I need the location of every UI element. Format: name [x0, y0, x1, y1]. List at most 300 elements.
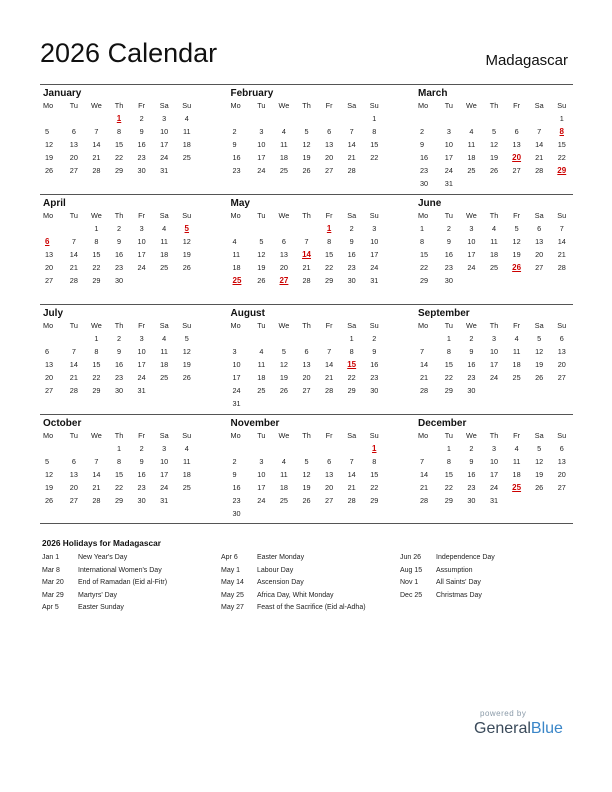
- weekday-label: Th: [489, 431, 499, 440]
- calendar-day: 16: [420, 153, 429, 162]
- calendar-day: 24: [444, 166, 453, 175]
- empty-day: [153, 384, 176, 397]
- calendar-day: 13: [512, 140, 521, 149]
- calendar-day: 6: [281, 237, 286, 246]
- holiday-date: Mar 20: [42, 579, 64, 587]
- calendar-day: 18: [160, 250, 169, 259]
- holiday-entry: [42, 577, 221, 590]
- calendar-day: 30: [467, 386, 476, 395]
- empty-day: [250, 397, 273, 410]
- empty-day: [295, 507, 318, 520]
- week-row: [40, 455, 198, 468]
- calendar-day: 27: [45, 276, 54, 285]
- month-name: April: [43, 198, 66, 209]
- calendar-day: 23: [114, 373, 124, 382]
- weekday-label: Fr: [513, 211, 521, 220]
- calendar-day: 9: [116, 237, 122, 246]
- quarter-row: [40, 84, 573, 194]
- calendar-day: 19: [489, 153, 499, 162]
- calendar-day: 29: [92, 386, 101, 395]
- week-row: [415, 125, 573, 138]
- weekday-label: Sa: [159, 101, 169, 110]
- weekday-label: Su: [557, 211, 567, 220]
- empty-day: [415, 332, 438, 345]
- calendar-day: 15: [370, 140, 379, 149]
- empty-day: [318, 442, 341, 455]
- empty-day: [175, 494, 198, 507]
- calendar-day: 11: [182, 127, 191, 136]
- holiday-column: [400, 552, 579, 615]
- calendar-day: 18: [279, 153, 288, 162]
- empty-day: [483, 177, 506, 190]
- calendar-day: 12: [302, 140, 311, 149]
- holidays-title: 2026 Holidays for Madagascar: [42, 538, 161, 548]
- calendar-day: 14: [92, 140, 101, 149]
- calendar-day: 11: [160, 347, 168, 356]
- calendar-day: 28: [420, 496, 429, 505]
- calendar-day: 5: [514, 224, 519, 233]
- calendar-day: 31: [489, 496, 499, 505]
- empty-day: [250, 222, 273, 235]
- calendar-day: 7: [94, 127, 99, 136]
- calendar-day: 27: [45, 386, 54, 395]
- calendar-day: 11: [280, 140, 288, 149]
- calendar-day: 20: [302, 373, 311, 382]
- calendar-day: 20: [325, 483, 334, 492]
- calendar-day: 22: [444, 373, 453, 382]
- calendar-day: 21: [420, 373, 429, 382]
- calendar-day: 30: [232, 509, 241, 518]
- calendar-day: 2: [116, 224, 122, 233]
- holiday-date: Jan 1: [42, 554, 60, 561]
- weekday-header: [415, 99, 573, 112]
- calendar-day: 18: [489, 250, 499, 259]
- calendar-day: 30: [347, 276, 356, 285]
- empty-day: [505, 112, 528, 125]
- calendar-day: 4: [491, 224, 497, 233]
- weekday-header: [228, 209, 386, 222]
- calendar-day: 19: [302, 483, 311, 492]
- calendar-day: 11: [467, 140, 476, 149]
- week-row: [228, 494, 386, 507]
- calendar-day: 31: [444, 179, 453, 188]
- calendar-day: 8: [420, 237, 425, 246]
- weekday-label: Th: [302, 101, 311, 110]
- calendar-day: 7: [420, 347, 425, 356]
- calendar-day: 13: [325, 140, 334, 149]
- calendar-day: 12: [512, 237, 521, 246]
- calendar-day: 20: [557, 360, 566, 369]
- weekday-label: Mo: [230, 321, 241, 330]
- calendar-day: 12: [535, 457, 544, 466]
- holiday-entry: [400, 565, 579, 578]
- calendar-day: 15: [114, 470, 124, 479]
- holiday-date: Dec 25: [400, 591, 423, 599]
- week-row: [40, 332, 198, 345]
- week-row: [415, 248, 573, 261]
- holiday-entry: [400, 590, 579, 603]
- calendar-day: 7: [327, 347, 332, 356]
- calendar-day: 16: [347, 250, 356, 259]
- calendar-day: 19: [535, 360, 544, 369]
- holiday-name: Labour Day: [257, 566, 294, 574]
- calendar-day: 5: [304, 127, 309, 136]
- weekday-label: Fr: [513, 321, 521, 330]
- empty-day: [363, 507, 386, 520]
- calendar-day: 13: [535, 237, 544, 246]
- week-row: [415, 151, 573, 164]
- calendar-day: 30: [137, 496, 146, 505]
- calendar-day: 23: [114, 263, 124, 272]
- calendar-day: 1: [94, 334, 99, 343]
- weekday-header: [40, 319, 198, 332]
- calendar-day: 19: [182, 250, 191, 259]
- calendar-day: 13: [69, 140, 78, 149]
- weekday-label: Fr: [513, 101, 521, 110]
- calendar-day: 4: [184, 444, 189, 453]
- weekday-header: [40, 99, 198, 112]
- week-row: [228, 481, 386, 494]
- calendar-day: 16: [137, 140, 146, 149]
- calendar-day: 27: [512, 166, 521, 175]
- calendar-day: 18: [467, 153, 476, 162]
- calendar-day: 9: [372, 347, 377, 356]
- empty-day: [550, 274, 573, 287]
- empty-day: [273, 332, 296, 345]
- weekday-label: Su: [369, 431, 379, 440]
- calendar-day: 26: [535, 483, 544, 492]
- calendar-day: 21: [420, 483, 429, 492]
- calendar-day: 8: [116, 457, 122, 466]
- calendar-day: 21: [69, 263, 78, 272]
- calendar-day: 28: [347, 496, 356, 505]
- calendar-day: 12: [45, 470, 54, 479]
- calendar-day: 15: [114, 140, 124, 149]
- calendar-day: 3: [491, 444, 497, 453]
- calendar-day: 18: [182, 470, 191, 479]
- calendar-day: 14: [69, 360, 78, 369]
- empty-day: [250, 112, 273, 125]
- week-row: [40, 261, 198, 274]
- calendar-day: 21: [302, 263, 311, 272]
- calendar-day: 24: [232, 386, 241, 395]
- empty-day: [40, 112, 63, 125]
- calendar-day: 24: [489, 373, 499, 382]
- holiday-entry: [221, 577, 400, 590]
- calendar-day: 29: [92, 276, 101, 285]
- weekday-label: Tu: [444, 431, 453, 440]
- empty-day: [295, 442, 318, 455]
- calendar-day: 21: [557, 250, 566, 259]
- holiday-entry: [221, 602, 400, 615]
- holiday-entry: [42, 565, 221, 578]
- calendar-day: 6: [559, 334, 564, 343]
- calendar-day: 22: [370, 483, 379, 492]
- calendar-day: 12: [535, 347, 544, 356]
- calendar-day: 29: [347, 386, 356, 395]
- calendar-day: 20: [45, 263, 54, 272]
- calendar-day: 9: [232, 470, 237, 479]
- calendar-day: 3: [162, 444, 167, 453]
- calendar-day: 20: [279, 263, 288, 272]
- calendar-day: 28: [347, 166, 356, 175]
- calendar-day: 31: [160, 166, 169, 175]
- weekday-label: Mo: [43, 211, 54, 220]
- holiday-day: 1: [326, 224, 332, 233]
- calendar-day: 8: [446, 347, 451, 356]
- calendar-day: 3: [139, 334, 144, 343]
- calendar-day: 15: [444, 360, 453, 369]
- week-row: [415, 455, 573, 468]
- calendar-day: 25: [489, 263, 499, 272]
- weekday-label: We: [278, 431, 290, 440]
- calendar-day: 25: [279, 166, 288, 175]
- calendar-day: 3: [491, 334, 497, 343]
- empty-day: [228, 112, 251, 125]
- calendar-day: 29: [420, 276, 429, 285]
- week-row: [40, 442, 198, 455]
- calendar-day: 10: [489, 347, 499, 356]
- calendar-day: 10: [467, 237, 476, 246]
- week-row: [415, 164, 573, 177]
- calendar-day: 5: [281, 347, 286, 356]
- week-row: [415, 274, 573, 287]
- weekday-label: Sa: [347, 431, 357, 440]
- calendar-day: 26: [279, 386, 288, 395]
- empty-day: [273, 397, 296, 410]
- empty-day: [63, 112, 86, 125]
- calendar-day: 7: [94, 457, 99, 466]
- week-row: [228, 358, 386, 371]
- weekday-label: Sa: [347, 211, 357, 220]
- week-row: [228, 507, 386, 520]
- calendar-day: 8: [94, 237, 99, 246]
- generalblue-logo[interactable]: [474, 720, 563, 738]
- weekday-label: Mo: [230, 211, 241, 220]
- calendar-day: 9: [349, 237, 354, 246]
- week-row: [415, 261, 573, 274]
- calendar-day: 2: [139, 444, 144, 453]
- holiday-entry: [400, 552, 579, 565]
- calendar-day: 9: [139, 127, 144, 136]
- empty-day: [460, 274, 483, 287]
- brand-part-2: Blue: [530, 720, 563, 737]
- calendar-day: 28: [302, 276, 311, 285]
- calendar-day: 22: [370, 153, 379, 162]
- holiday-name: Christmas Day: [436, 591, 482, 599]
- week-row: [228, 332, 386, 345]
- calendar-day: 28: [535, 166, 544, 175]
- calendar-day: 3: [372, 224, 377, 233]
- calendar-day: 1: [372, 114, 377, 123]
- empty-day: [528, 384, 551, 397]
- weekday-label: Tu: [69, 431, 78, 440]
- empty-day: [318, 112, 341, 125]
- calendar-day: 11: [257, 360, 266, 369]
- empty-day: [528, 494, 551, 507]
- weekday-header: [228, 99, 386, 112]
- weekday-label: Tu: [257, 211, 266, 220]
- calendar-day: 29: [370, 496, 379, 505]
- calendar-day: 2: [446, 224, 451, 233]
- week-row: [415, 177, 573, 190]
- week-row: [228, 248, 386, 261]
- weekday-label: Th: [302, 431, 311, 440]
- calendar-day: 30: [420, 179, 429, 188]
- calendar-day: 15: [370, 470, 379, 479]
- weekday-label: We: [466, 321, 477, 330]
- weekday-label: Su: [369, 321, 379, 330]
- weekday-label: Fr: [325, 211, 333, 220]
- calendar-day: 10: [257, 140, 266, 149]
- brand-part-1: General: [474, 720, 531, 737]
- week-row: [40, 222, 198, 235]
- month-september: [415, 305, 573, 414]
- calendar-day: 2: [116, 334, 122, 343]
- empty-day: [250, 332, 273, 345]
- calendar-day: 12: [279, 360, 288, 369]
- calendar-day: 30: [114, 386, 124, 395]
- week-row: [415, 494, 573, 507]
- calendar-day: 14: [535, 140, 544, 149]
- holiday-entry: [221, 552, 400, 565]
- holiday-date: Apr 5: [42, 604, 59, 612]
- empty-day: [340, 507, 363, 520]
- weekday-label: Tu: [69, 321, 78, 330]
- weekday-label: Mo: [418, 321, 429, 330]
- calendar-day: 2: [232, 457, 237, 466]
- calendar-day: 10: [489, 457, 499, 466]
- empty-day: [295, 222, 318, 235]
- holiday-name: New Year's Day: [78, 554, 128, 561]
- calendar-day: 13: [279, 250, 288, 259]
- calendar-day: 19: [257, 263, 266, 272]
- calendar-day: 13: [557, 347, 566, 356]
- week-row: [228, 261, 386, 274]
- quarter-row: [40, 304, 573, 414]
- calendar-day: 3: [259, 457, 264, 466]
- calendar-day: 7: [420, 457, 425, 466]
- week-row: [415, 112, 573, 125]
- calendar-day: 13: [45, 360, 54, 369]
- calendar-day: 20: [325, 153, 334, 162]
- calendar-day: 10: [160, 457, 169, 466]
- calendar-day: 17: [257, 483, 266, 492]
- calendar-day: 23: [444, 263, 453, 272]
- weekday-label: Sa: [159, 321, 169, 330]
- calendar-day: 7: [71, 237, 76, 246]
- calendar-day: 27: [557, 373, 566, 382]
- holiday-day: 20: [512, 153, 522, 162]
- calendar-day: 14: [420, 360, 429, 369]
- calendar-day: 16: [232, 153, 241, 162]
- calendar-day: 27: [325, 166, 334, 175]
- month-july: [40, 305, 198, 414]
- calendar-day: 10: [370, 237, 379, 246]
- holiday-day: 25: [512, 483, 522, 492]
- calendar-day: 8: [372, 457, 377, 466]
- calendar-day: 12: [489, 140, 499, 149]
- empty-day: [295, 332, 318, 345]
- calendar-day: 21: [347, 483, 356, 492]
- calendar-day: 5: [45, 127, 50, 136]
- holiday-name: International Women's Day: [78, 566, 162, 574]
- calendar-day: 29: [114, 496, 124, 505]
- calendar-day: 27: [325, 496, 334, 505]
- calendar-day: 1: [116, 444, 122, 453]
- weekday-label: We: [91, 101, 102, 110]
- empty-day: [318, 332, 341, 345]
- holiday-day: 1: [116, 114, 122, 123]
- empty-day: [483, 384, 506, 397]
- calendar-day: 12: [182, 347, 191, 356]
- weekday-header: [415, 319, 573, 332]
- calendar-day: 12: [257, 250, 266, 259]
- weekday-header: [415, 429, 573, 442]
- weekday-label: We: [466, 101, 477, 110]
- calendar-day: 24: [370, 263, 379, 272]
- week-row: [415, 371, 573, 384]
- calendar-day: 4: [259, 347, 264, 356]
- holiday-day: 26: [512, 263, 522, 272]
- month-april: [40, 195, 198, 304]
- calendar-day: 7: [537, 127, 542, 136]
- week-row: [40, 248, 198, 261]
- month-february: [228, 85, 386, 194]
- calendar-day: 16: [444, 250, 453, 259]
- calendar-day: 10: [160, 127, 169, 136]
- month-name: September: [418, 308, 470, 319]
- calendar-day: 17: [489, 470, 499, 479]
- calendar-day: 11: [512, 457, 521, 466]
- calendar-day: 3: [469, 224, 474, 233]
- week-row: [228, 151, 386, 164]
- month-name: August: [230, 308, 265, 319]
- weekday-label: Fr: [513, 431, 521, 440]
- week-row: [228, 274, 386, 287]
- calendar-day: 27: [69, 496, 78, 505]
- week-row: [40, 494, 198, 507]
- calendar-day: 31: [232, 399, 241, 408]
- week-row: [228, 468, 386, 481]
- calendar-day: 24: [160, 153, 169, 162]
- calendar-day: 5: [537, 444, 542, 453]
- week-row: [40, 125, 198, 138]
- week-row: [40, 481, 198, 494]
- holiday-entry: [221, 565, 400, 578]
- calendar-day: 25: [160, 263, 169, 272]
- month-name: October: [43, 418, 82, 429]
- calendar-day: 6: [537, 224, 542, 233]
- weekday-label: Tu: [257, 431, 266, 440]
- calendar-day: 4: [162, 334, 167, 343]
- calendar-day: 22: [557, 153, 566, 162]
- holiday-date: May 25: [221, 591, 244, 599]
- holiday-name: End of Ramadan (Eid al-Fitr): [78, 579, 168, 587]
- week-row: [228, 371, 386, 384]
- month-name: January: [43, 88, 82, 99]
- weekday-label: Tu: [444, 101, 453, 110]
- calendar-day: 26: [182, 263, 191, 272]
- empty-day: [130, 274, 153, 287]
- calendar-day: 4: [162, 224, 167, 233]
- weekday-label: Th: [114, 431, 124, 440]
- empty-day: [460, 112, 483, 125]
- calendar-day: 22: [347, 373, 356, 382]
- week-row: [40, 138, 198, 151]
- weekday-label: Su: [557, 431, 567, 440]
- week-row: [415, 442, 573, 455]
